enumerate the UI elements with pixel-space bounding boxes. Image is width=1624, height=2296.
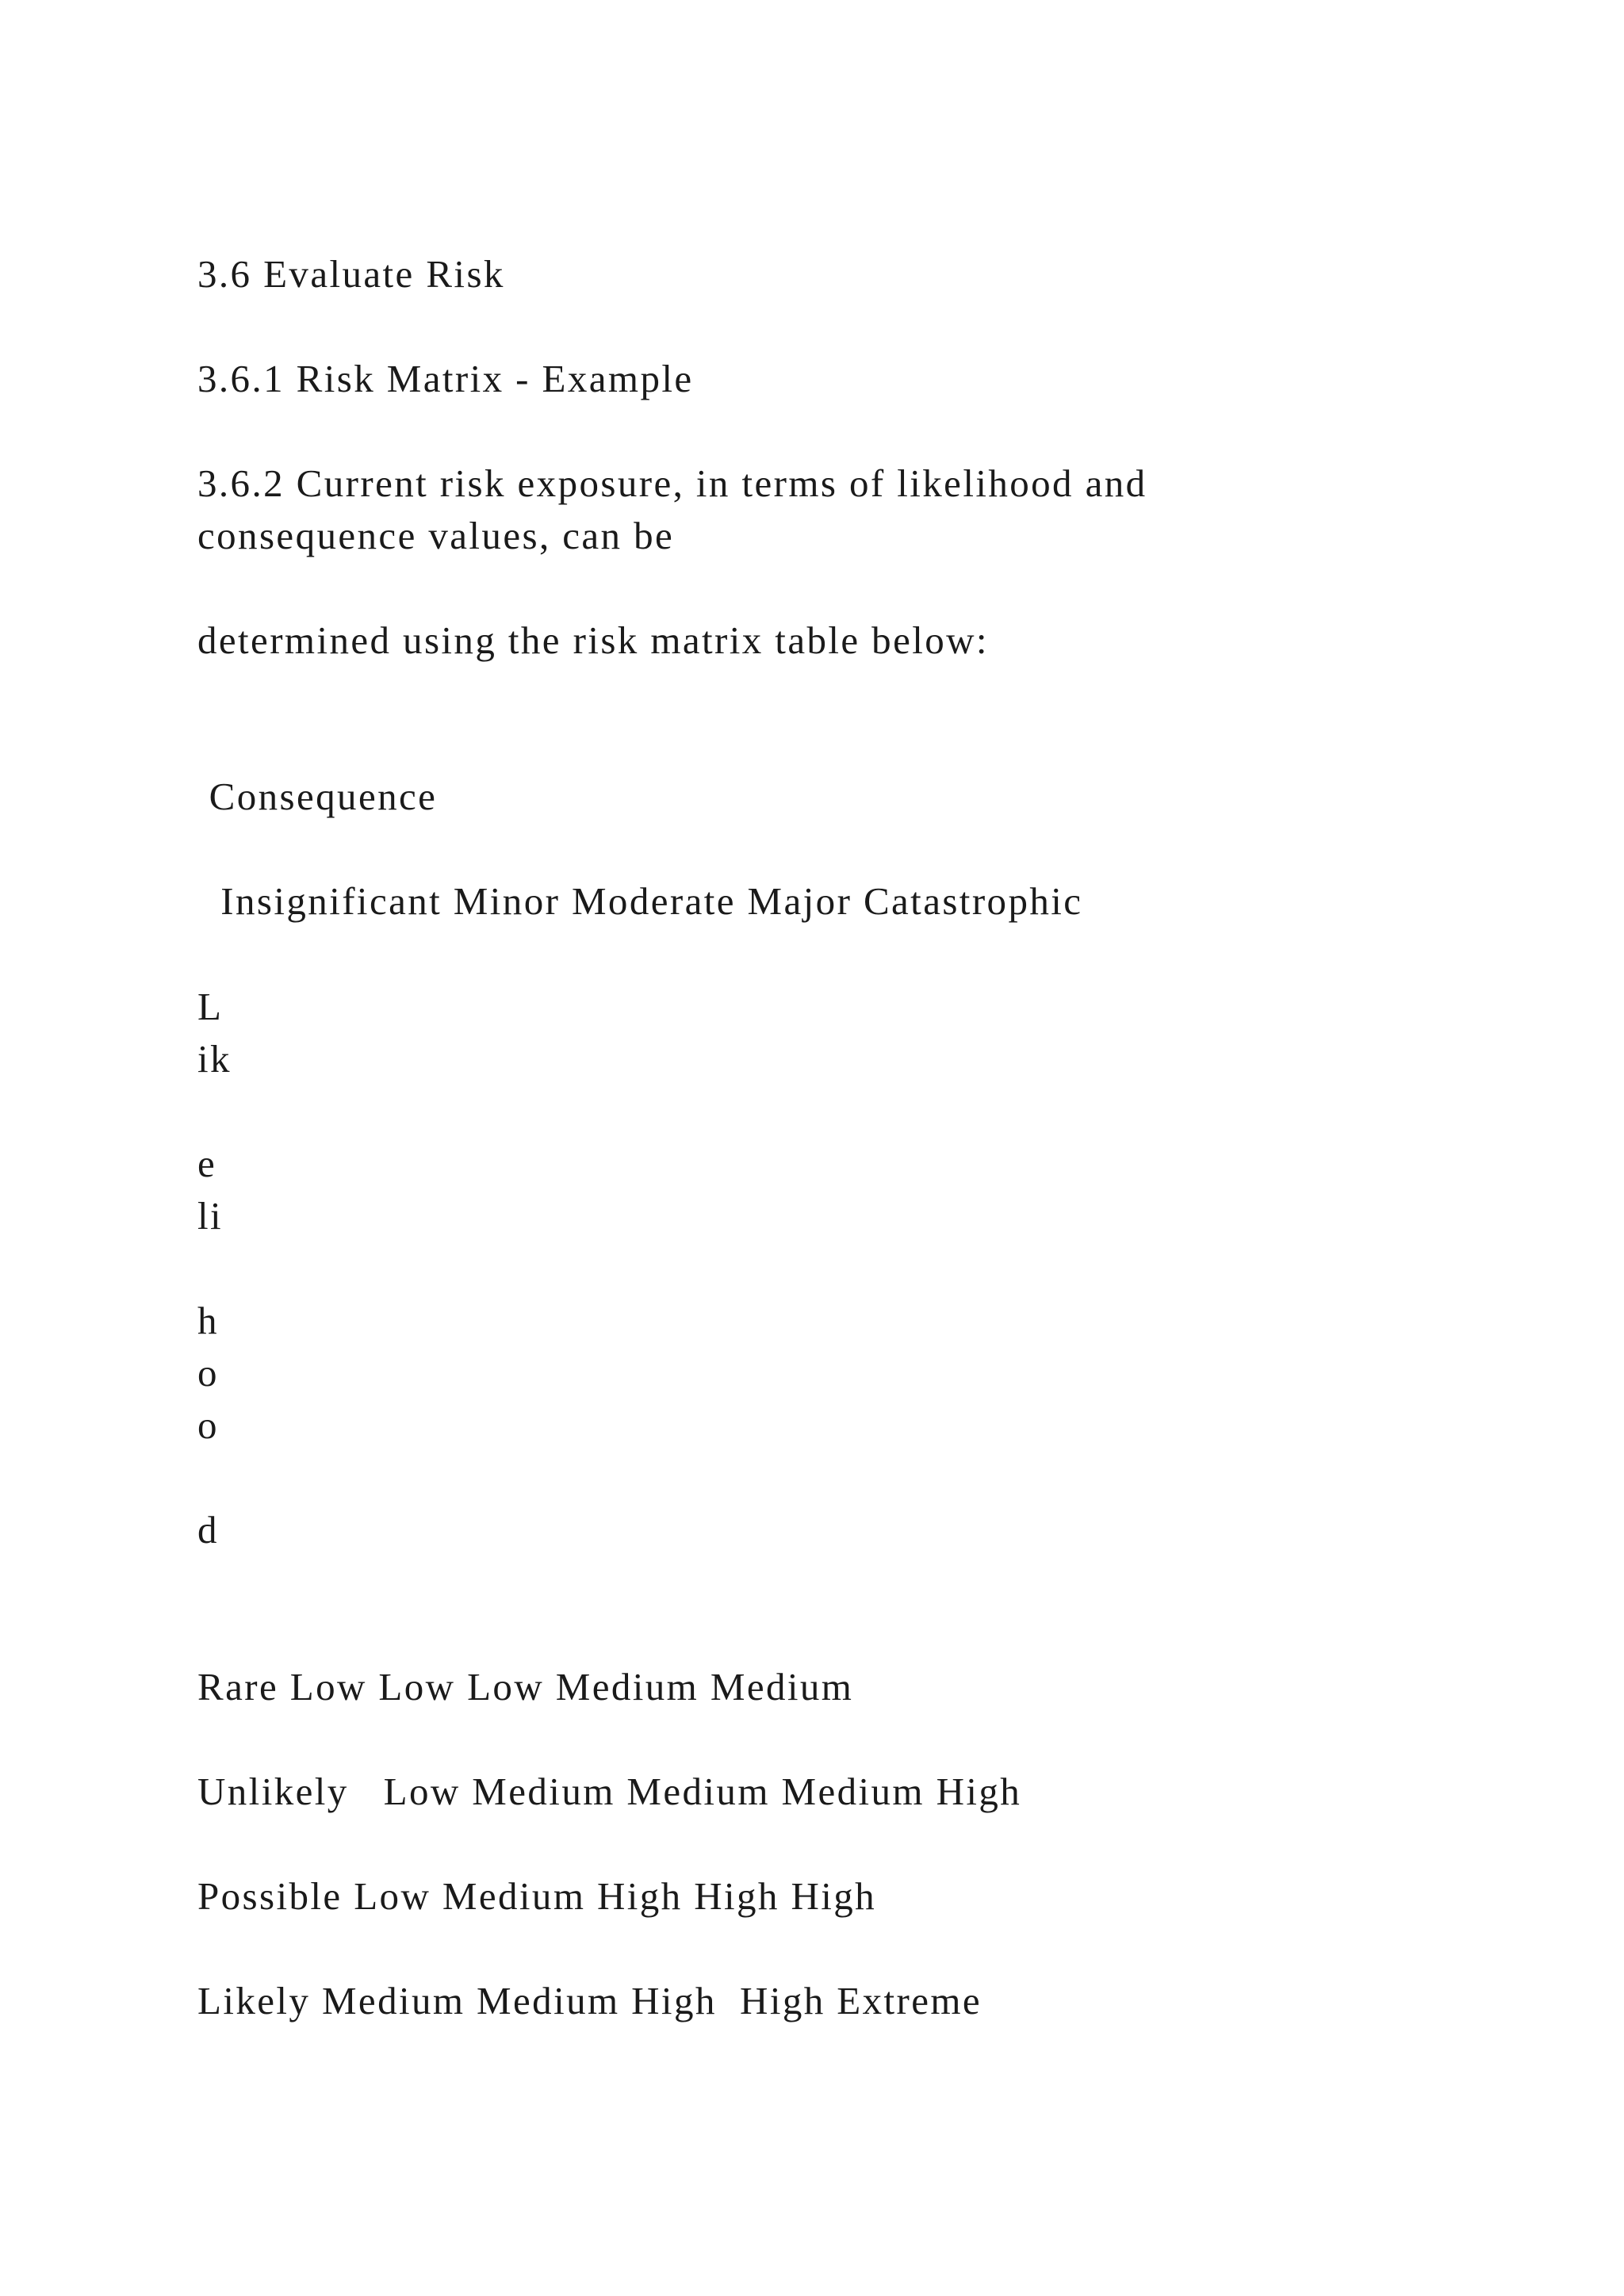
matrix-row-rare: Rare Low Low Low Medium Medium bbox=[197, 1665, 854, 1709]
likelihood-fragment: h bbox=[197, 1299, 219, 1342]
likelihood-fragment: o bbox=[197, 1403, 219, 1447]
likelihood-fragment: ik bbox=[197, 1037, 232, 1081]
likelihood-fragment: d bbox=[197, 1508, 219, 1552]
matrix-row-possible: Possible Low Medium High High High bbox=[197, 1874, 877, 1918]
likelihood-fragment: li bbox=[197, 1194, 224, 1238]
likelihood-fragment: e bbox=[197, 1142, 217, 1185]
subsection-heading: 3.6.1 Risk Matrix - Example bbox=[197, 357, 694, 400]
paragraph-line: 3.6.2 Current risk exposure, in terms of likelihood and bbox=[197, 461, 1147, 505]
consequence-levels: Insignificant Minor Moderate Major Catastrophic bbox=[197, 879, 1083, 923]
paragraph-line: determined using the risk matrix table below: bbox=[197, 618, 989, 662]
matrix-row-likely: Likely Medium Medium High High Extreme bbox=[197, 1979, 982, 2022]
consequence-label: Consequence bbox=[197, 775, 438, 818]
paragraph-line: consequence values, can be bbox=[197, 514, 675, 557]
section-title: 3.6 Evaluate Risk bbox=[197, 252, 505, 296]
likelihood-fragment: L bbox=[197, 985, 224, 1028]
matrix-row-unlikely: Unlikely Low Medium Medium Medium High bbox=[197, 1770, 1022, 1813]
likelihood-fragment: o bbox=[197, 1351, 219, 1395]
